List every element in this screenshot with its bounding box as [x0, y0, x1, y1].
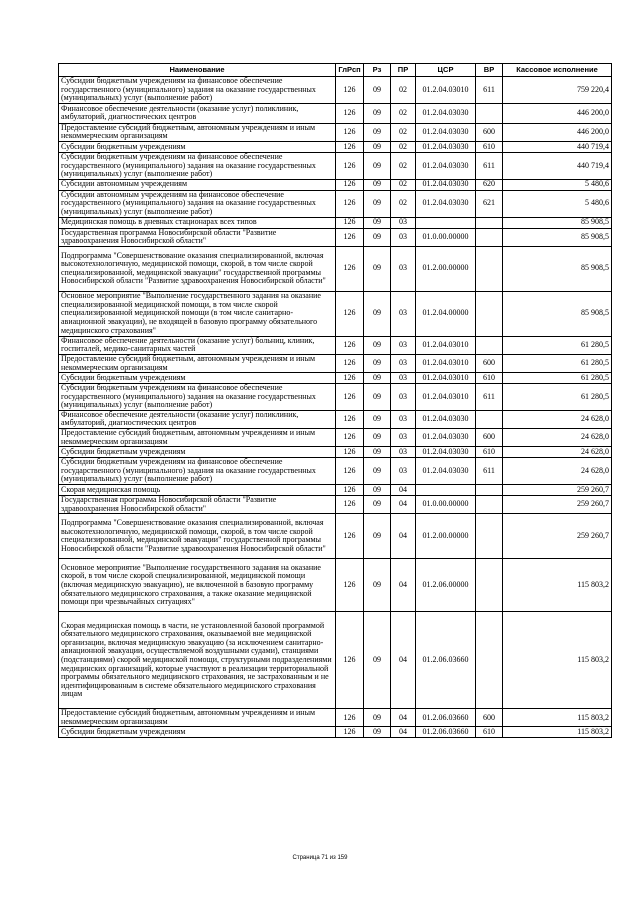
table-cell-amount: 24 628,0 [503, 410, 612, 428]
table-row [59, 179, 612, 190]
table-row [59, 217, 612, 228]
table-row [59, 429, 612, 447]
table-cell-rz: 09 [364, 384, 391, 411]
table-cell-vr: 611 [476, 77, 503, 104]
table-cell-grbs: 126 [336, 559, 364, 612]
table-cell-csr: 01.2.04.03030 [416, 103, 476, 123]
table-row [59, 559, 612, 612]
table-cell-rz: 09 [364, 429, 391, 447]
table-cell-name: Предоставление субсидий бюджетным, автономным учреждениям и иным некоммерческим организациям [59, 429, 336, 447]
table-row [59, 141, 612, 152]
table-cell-pr: 03 [391, 429, 416, 447]
table-cell-amount: 446 200,0 [503, 103, 612, 123]
table-cell-rz: 09 [364, 336, 391, 354]
table-cell-csr: 01.2.04.03010 [416, 77, 476, 104]
table-cell-csr: 01.2.04.03030 [416, 123, 476, 141]
table-cell-vr [476, 496, 503, 514]
table-cell-amount: 440 719,4 [503, 141, 612, 152]
table-cell-name: Субсидии бюджетным учреждениям на финансовое обеспечение государственного (муниципального) задания на оказание государственных (муниципальных) услуг (выполнение работ) [59, 384, 336, 411]
table-cell-amount: 5 480,6 [503, 190, 612, 217]
table-cell-name: Субсидии автономным учреждениям [59, 179, 336, 190]
table-cell-pr: 04 [391, 514, 416, 559]
table-cell-csr: 01.2.04.03030 [416, 410, 476, 428]
table-cell-pr: 02 [391, 123, 416, 141]
table-cell-rz: 09 [364, 612, 391, 709]
table-row [59, 123, 612, 141]
table-cell-pr: 03 [391, 291, 416, 336]
table-cell-vr [476, 612, 503, 709]
table-cell-pr: 03 [391, 246, 416, 291]
table-row [59, 447, 612, 458]
table-cell-vr [476, 336, 503, 354]
table-cell-csr: 01.2.06.03660 [416, 727, 476, 738]
table-cell-csr: 01.2.04.03030 [416, 141, 476, 152]
budget-table [58, 63, 612, 738]
table-row [59, 496, 612, 514]
table-cell-csr: 01.2.04.03030 [416, 429, 476, 447]
table-cell-grbs: 126 [336, 384, 364, 411]
table-cell-vr: 600 [476, 354, 503, 372]
table-cell-amount: 115 803,2 [503, 727, 612, 738]
table-row [59, 373, 612, 384]
document-page [58, 63, 611, 738]
table-cell-name: Государственная программа Новосибирской области "Развитие здравоохранения Новосибирской области" [59, 228, 336, 246]
table-cell-amount: 759 220,4 [503, 77, 612, 104]
table-cell-csr: 01.2.00.00000 [416, 514, 476, 559]
table-cell-name: Предоставление субсидий бюджетным, автономным учреждениям и иным некоммерческим организациям [59, 123, 336, 141]
table-cell-amount: 115 803,2 [503, 709, 612, 727]
table-cell-vr: 600 [476, 709, 503, 727]
table-cell-vr: 610 [476, 727, 503, 738]
page-number: Страница 71 из 159 [292, 855, 348, 861]
table-cell-grbs: 126 [336, 373, 364, 384]
table-row [59, 612, 612, 709]
table-cell-vr: 600 [476, 429, 503, 447]
table-cell-pr: 03 [391, 384, 416, 411]
table-row [59, 152, 612, 179]
table-cell-pr: 02 [391, 152, 416, 179]
table-cell-name: Субсидии автономным учреждениям на финансовое обеспечение государственного (муниципального) задания на оказание государственных (муниципальных) услуг (выполнение работ) [59, 190, 336, 217]
table-cell-rz: 09 [364, 179, 391, 190]
table-cell-rz: 09 [364, 354, 391, 372]
table-cell-vr: 611 [476, 152, 503, 179]
table-cell-csr: 01.2.04.03030 [416, 152, 476, 179]
table-cell-grbs: 126 [336, 410, 364, 428]
table-cell-vr [476, 559, 503, 612]
table-cell-vr [476, 291, 503, 336]
table-cell-amount: 61 280,5 [503, 336, 612, 354]
table-cell-pr: 03 [391, 458, 416, 485]
table-cell-grbs: 126 [336, 709, 364, 727]
table-cell-csr: 01.2.04.03030 [416, 447, 476, 458]
table-cell-pr: 03 [391, 447, 416, 458]
table-cell-csr: 01.0.00.00000 [416, 496, 476, 514]
table-cell-grbs: 126 [336, 336, 364, 354]
table-cell-rz: 09 [364, 709, 391, 727]
table-cell-amount: 61 280,5 [503, 354, 612, 372]
table-cell-grbs: 126 [336, 514, 364, 559]
header-grbs: ГлРсп [336, 64, 364, 77]
table-cell-rz: 09 [364, 514, 391, 559]
table-cell-name: Скорая медицинская помощь в части, не установленной базовой программой обязательного медицинского страхования, оказываемой вне медицинской организации, включая медицинскую эвакуацию (за исключением санитарно-авиационной эвакуации, осуществляемой воздушными судами), станциями (подстанциями) скорой медицинской помощи, структурными подразделениями медицинских организаций, которые участвуют в реализации территориальной программы обязательного медицинского страхования, не застрахованным и не идентифицированным в системе обязательного медицинского страхования лицам [59, 612, 336, 709]
table-body [59, 77, 612, 738]
table-cell-name: Финансовое обеспечение деятельности (оказание услуг) поликлиник, амбулаторий, диагностических центров [59, 410, 336, 428]
table-cell-name: Подпрограмма "Совершенствование оказания специализированной, включая высокотехнологичную, медицинской помощи, скорой, в том числе скорой специализированной, медицинской эвакуации" государственной программы Новосибирской области "Развитие здравоохранения Новосибирской области" [59, 246, 336, 291]
table-cell-grbs: 126 [336, 77, 364, 104]
table-header-row [59, 64, 612, 77]
table-cell-pr: 04 [391, 612, 416, 709]
table-cell-amount: 85 908,5 [503, 228, 612, 246]
table-cell-rz: 09 [364, 246, 391, 291]
table-row [59, 709, 612, 727]
table-cell-rz: 09 [364, 458, 391, 485]
table-row [59, 458, 612, 485]
table-cell-pr: 04 [391, 709, 416, 727]
table-row [59, 77, 612, 104]
table-row [59, 291, 612, 336]
table-cell-pr: 04 [391, 559, 416, 612]
table-cell-pr: 03 [391, 354, 416, 372]
table-cell-csr: 01.2.04.03030 [416, 190, 476, 217]
table-cell-amount: 259 260,7 [503, 514, 612, 559]
table-cell-grbs: 126 [336, 152, 364, 179]
table-cell-amount: 446 200,0 [503, 123, 612, 141]
table-row [59, 514, 612, 559]
table-cell-grbs: 126 [336, 179, 364, 190]
table-cell-amount: 24 628,0 [503, 458, 612, 485]
table-cell-amount: 85 908,5 [503, 291, 612, 336]
table-row [59, 336, 612, 354]
table-cell-grbs: 126 [336, 228, 364, 246]
table-cell-name: Государственная программа Новосибирской области "Развитие здравоохранения Новосибирской области" [59, 496, 336, 514]
table-cell-rz: 09 [364, 217, 391, 228]
table-cell-pr: 03 [391, 217, 416, 228]
table-cell-name: Субсидии бюджетным учреждениям [59, 447, 336, 458]
table-cell-rz: 09 [364, 190, 391, 217]
table-cell-amount: 24 628,0 [503, 429, 612, 447]
table-cell-vr [476, 514, 503, 559]
table-cell-vr [476, 485, 503, 496]
table-cell-rz: 09 [364, 77, 391, 104]
table-cell-amount: 85 908,5 [503, 246, 612, 291]
table-cell-rz: 09 [364, 103, 391, 123]
table-cell-grbs: 126 [336, 190, 364, 217]
table-row [59, 485, 612, 496]
table-cell-grbs: 126 [336, 612, 364, 709]
table-cell-vr [476, 228, 503, 246]
table-cell-grbs: 126 [336, 458, 364, 485]
table-cell-amount: 115 803,2 [503, 559, 612, 612]
table-cell-pr: 03 [391, 336, 416, 354]
table-cell-pr: 03 [391, 410, 416, 428]
table-cell-grbs: 126 [336, 246, 364, 291]
table-cell-csr: 01.2.04.03010 [416, 384, 476, 411]
table-cell-name: Субсидии бюджетным учреждениям [59, 141, 336, 152]
table-cell-vr [476, 217, 503, 228]
table-cell-csr [416, 485, 476, 496]
table-cell-name: Основное мероприятие "Выполнение государственного задания на оказание специализированной медицинской помощи, в том числе скорой специализированной медицинской помощи (в том числе санитарно-авиационной эвакуации), не входящей в базовую программу обязательного медицинского страхования" [59, 291, 336, 336]
table-cell-grbs: 126 [336, 217, 364, 228]
table-row [59, 190, 612, 217]
table-cell-csr: 01.2.06.03660 [416, 612, 476, 709]
table-cell-vr: 610 [476, 373, 503, 384]
table-cell-rz: 09 [364, 141, 391, 152]
table-cell-csr: 01.2.04.03010 [416, 336, 476, 354]
table-cell-name: Субсидии бюджетным учреждениям на финансовое обеспечение государственного (муниципального) задания на оказание государственных (муниципальных) услуг (выполнение работ) [59, 458, 336, 485]
table-cell-grbs: 126 [336, 354, 364, 372]
table-cell-name: Медицинская помощь в дневных стационарах всех типов [59, 217, 336, 228]
table-row [59, 246, 612, 291]
table-cell-rz: 09 [364, 373, 391, 384]
table-cell-vr [476, 103, 503, 123]
table-cell-rz: 09 [364, 123, 391, 141]
table-cell-rz: 09 [364, 559, 391, 612]
table-cell-pr: 03 [391, 373, 416, 384]
table-cell-vr: 610 [476, 447, 503, 458]
table-cell-name: Подпрограмма "Совершенствование оказания специализированной, включая высокотехнологичную, медицинской помощи, скорой, в том числе скорой специализированной, медицинской эвакуации" государственной программы Новосибирской области "Развитие здравоохранения Новосибирской области" [59, 514, 336, 559]
table-cell-rz: 09 [364, 447, 391, 458]
table-cell-name: Финансовое обеспечение деятельности (оказание услуг) поликлиник, амбулаторий, диагностических центров [59, 103, 336, 123]
table-cell-grbs: 126 [336, 727, 364, 738]
table-cell-name: Предоставление субсидий бюджетным, автономным учреждениям и иным некоммерческим организациям [59, 354, 336, 372]
table-cell-amount: 85 908,5 [503, 217, 612, 228]
table-cell-vr [476, 410, 503, 428]
table-cell-grbs: 126 [336, 447, 364, 458]
table-cell-csr: 01.2.04.03010 [416, 354, 476, 372]
table-cell-amount: 259 260,7 [503, 496, 612, 514]
table-cell-amount: 24 628,0 [503, 447, 612, 458]
table-cell-amount: 61 280,5 [503, 373, 612, 384]
table-cell-name: Субсидии бюджетным учреждениям на финансовое обеспечение государственного (муниципального) задания на оказание государственных (муниципальных) услуг (выполнение работ) [59, 152, 336, 179]
table-cell-csr: 01.2.00.00000 [416, 246, 476, 291]
table-row [59, 354, 612, 372]
header-csr: ЦСР [416, 64, 476, 77]
table-cell-csr: 01.2.04.00000 [416, 291, 476, 336]
table-cell-name: Субсидии бюджетным учреждениям [59, 373, 336, 384]
table-cell-grbs: 126 [336, 291, 364, 336]
table-cell-vr: 600 [476, 123, 503, 141]
table-cell-csr: 01.2.06.00000 [416, 559, 476, 612]
table-cell-rz: 09 [364, 496, 391, 514]
table-cell-pr: 02 [391, 141, 416, 152]
table-cell-pr: 03 [391, 228, 416, 246]
table-cell-vr: 621 [476, 190, 503, 217]
table-cell-grbs: 126 [336, 429, 364, 447]
table-cell-rz: 09 [364, 291, 391, 336]
table-cell-rz: 09 [364, 228, 391, 246]
table-cell-vr: 611 [476, 458, 503, 485]
table-cell-csr: 01.2.04.03010 [416, 373, 476, 384]
table-row [59, 103, 612, 123]
table-cell-name: Предоставление субсидий бюджетным, автономным учреждениям и иным некоммерческим организациям [59, 709, 336, 727]
table-cell-pr: 02 [391, 190, 416, 217]
table-cell-name: Основное мероприятие "Выполнение государственного задания на оказание скорой, в том числе скорой специализированной, медицинской помощи (включая медицинскую эвакуацию), не включенной в базовую программу обязательного медицинского страхования, а также оказание медицинской помощи при чрезвычайных ситуациях" [59, 559, 336, 612]
table-cell-rz: 09 [364, 152, 391, 179]
header-amount: Кассовое исполнение [503, 64, 612, 77]
table-cell-amount: 259 260,7 [503, 485, 612, 496]
table-cell-csr: 01.2.04.03030 [416, 458, 476, 485]
table-cell-name: Субсидии бюджетным учреждениям [59, 727, 336, 738]
table-row [59, 410, 612, 428]
table-cell-csr: 01.2.04.03030 [416, 179, 476, 190]
table-cell-vr: 611 [476, 384, 503, 411]
header-name: Наименование [59, 64, 336, 77]
table-cell-grbs: 126 [336, 496, 364, 514]
table-cell-amount: 5 480,6 [503, 179, 612, 190]
table-row [59, 384, 612, 411]
table-cell-rz: 09 [364, 727, 391, 738]
table-cell-pr: 04 [391, 485, 416, 496]
table-cell-grbs: 126 [336, 123, 364, 141]
table-cell-vr: 610 [476, 141, 503, 152]
table-cell-vr: 620 [476, 179, 503, 190]
table-row [59, 727, 612, 738]
table-cell-name: Скорая медицинская помощь [59, 485, 336, 496]
table-row [59, 228, 612, 246]
table-cell-vr [476, 246, 503, 291]
table-cell-amount: 61 280,5 [503, 384, 612, 411]
table-cell-grbs: 126 [336, 485, 364, 496]
table-cell-name: Субсидии бюджетным учреждениям на финансовое обеспечение государственного (муниципального) задания на оказание государственных (муниципальных) услуг (выполнение работ) [59, 77, 336, 104]
table-cell-pr: 02 [391, 77, 416, 104]
table-cell-amount: 115 803,2 [503, 612, 612, 709]
table-cell-csr: 01.0.00.00000 [416, 228, 476, 246]
header-pr: ПР [391, 64, 416, 77]
header-rz: Рз [364, 64, 391, 77]
table-cell-pr: 04 [391, 496, 416, 514]
table-cell-rz: 09 [364, 485, 391, 496]
table-cell-grbs: 126 [336, 141, 364, 152]
table-cell-pr: 04 [391, 727, 416, 738]
table-cell-pr: 02 [391, 179, 416, 190]
header-vr: ВР [476, 64, 503, 77]
table-cell-pr: 02 [391, 103, 416, 123]
table-cell-grbs: 126 [336, 103, 364, 123]
table-cell-csr [416, 217, 476, 228]
table-cell-name: Финансовое обеспечение деятельности (оказание услуг) больниц, клиник, госпиталей, медико-санитарных частей [59, 336, 336, 354]
table-cell-amount: 440 719,4 [503, 152, 612, 179]
table-cell-rz: 09 [364, 410, 391, 428]
table-cell-csr: 01.2.06.03660 [416, 709, 476, 727]
